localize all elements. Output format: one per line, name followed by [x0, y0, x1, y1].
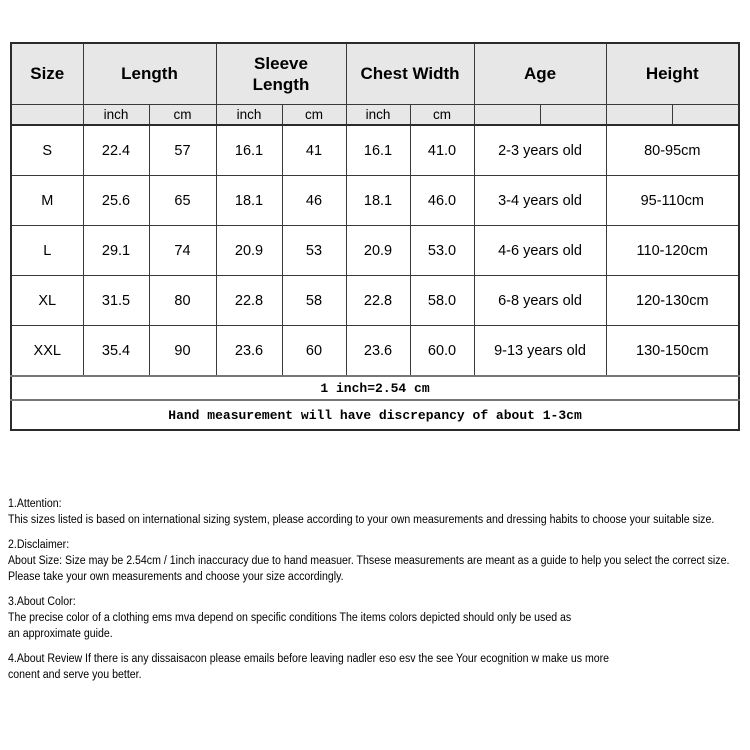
cell-length-cm: 74 [149, 226, 216, 276]
cell-length-cm: 57 [149, 125, 216, 176]
table-row-xl [11, 276, 739, 326]
note-about-color [8, 594, 744, 642]
unit-cell-sleeve-cm: cm [282, 105, 346, 126]
cell-age: 9-13 years old [474, 326, 606, 377]
footnote-conversion: 1 inch=2.54 cm [11, 376, 739, 400]
cell-sleeve-inch: 18.1 [216, 176, 282, 226]
cell-chest-inch: 18.1 [346, 176, 410, 226]
unit-cell-sleeve-inch: inch [216, 105, 282, 126]
table-row-s [11, 125, 739, 176]
unit-cell-chest-cm: cm [410, 105, 474, 126]
unit-cell-empty [606, 105, 672, 126]
cell-sleeve-cm: 53 [282, 226, 346, 276]
unit-cell-empty [540, 105, 606, 126]
note-text: Please take your own measurements and choose your size accordingly. [8, 571, 344, 583]
cell-sleeve-cm: 58 [282, 276, 346, 326]
cell-size: S [11, 125, 83, 176]
cell-age: 3-4 years old [474, 176, 606, 226]
unit-cell-empty [11, 105, 83, 126]
header-cell-height: Height [606, 43, 739, 105]
cell-length-cm: 80 [149, 276, 216, 326]
note-title: 3.About Color: [8, 596, 76, 608]
note-disclaimer [8, 537, 744, 585]
table-row-l [11, 226, 739, 276]
size-chart-table [10, 42, 740, 431]
cell-chest-cm: 58.0 [410, 276, 474, 326]
header-cell-length: Length [83, 43, 216, 105]
cell-height: 95-110cm [606, 176, 739, 226]
sleeve-length-label: Sleeve Length [252, 53, 310, 94]
note-attention [8, 496, 744, 528]
footnote-disclaimer: Hand measurement will have discrepancy of about 1-3cm [11, 400, 739, 430]
unit-cell-empty [474, 105, 540, 126]
note-text: an approximate guide. [8, 628, 113, 640]
cell-size: L [11, 226, 83, 276]
cell-size: XL [11, 276, 83, 326]
cell-sleeve-inch: 22.8 [216, 276, 282, 326]
cell-chest-cm: 41.0 [410, 125, 474, 176]
unit-cell-chest-inch: inch [346, 105, 410, 126]
footnote-conversion-row [11, 376, 739, 400]
cell-sleeve-cm: 60 [282, 326, 346, 377]
cell-age: 2-3 years old [474, 125, 606, 176]
cell-size: XXL [11, 326, 83, 377]
header-cell-size: Size [11, 43, 83, 105]
unit-cell-empty [672, 105, 739, 126]
size-chart-section [10, 42, 740, 431]
note-text: This sizes listed is based on international sizing system, please according to your own measurements and dressing habits to choose your suitable size. [8, 514, 715, 526]
cell-length-cm: 90 [149, 326, 216, 377]
cell-sleeve-inch: 16.1 [216, 125, 282, 176]
cell-age: 6-8 years old [474, 276, 606, 326]
unit-cell-length-inch: inch [83, 105, 149, 126]
cell-height: 120-130cm [606, 276, 739, 326]
cell-chest-cm: 53.0 [410, 226, 474, 276]
header-cell-chest-width: Chest Width [346, 43, 474, 105]
cell-age: 4-6 years old [474, 226, 606, 276]
unit-cell-length-cm: cm [149, 105, 216, 126]
cell-chest-inch: 22.8 [346, 276, 410, 326]
cell-length-inch: 31.5 [83, 276, 149, 326]
cell-length-inch: 35.4 [83, 326, 149, 377]
note-text: conent and serve you better. [8, 669, 142, 681]
cell-sleeve-inch: 23.6 [216, 326, 282, 377]
cell-length-cm: 65 [149, 176, 216, 226]
header-cell-sleeve-length [216, 43, 346, 105]
cell-chest-cm: 60.0 [410, 326, 474, 377]
note-text: The precise color of a clothing ems mva depend on specific conditions The items colors depicted should only be used as [8, 612, 572, 624]
cell-chest-inch: 20.9 [346, 226, 410, 276]
note-text: 4.About Review If there is any dissaisacon please emails before leaving nadler eso esv the see Your ecognition w make us more [8, 653, 610, 665]
header-cell-age: Age [474, 43, 606, 105]
table-units-row [11, 105, 739, 126]
cell-length-inch: 29.1 [83, 226, 149, 276]
table-row-m [11, 176, 739, 226]
note-title: 1.Attention: [8, 498, 62, 510]
note-about-review [8, 651, 744, 683]
cell-sleeve-cm: 46 [282, 176, 346, 226]
cell-height: 130-150cm [606, 326, 739, 377]
footnote-disclaimer-row [11, 400, 739, 430]
cell-sleeve-inch: 20.9 [216, 226, 282, 276]
table-row-xxl [11, 326, 739, 377]
cell-sleeve-cm: 41 [282, 125, 346, 176]
cell-height: 80-95cm [606, 125, 739, 176]
cell-length-inch: 25.6 [83, 176, 149, 226]
cell-chest-cm: 46.0 [410, 176, 474, 226]
cell-length-inch: 22.4 [83, 125, 149, 176]
cell-chest-inch: 16.1 [346, 125, 410, 176]
cell-size: M [11, 176, 83, 226]
cell-height: 110-120cm [606, 226, 739, 276]
cell-chest-inch: 23.6 [346, 326, 410, 377]
table-header-row [11, 43, 739, 105]
notes-section [8, 496, 744, 692]
note-title: 2.Disclaimer: [8, 539, 70, 551]
note-text: About Size: Size may be 2.54cm / 1inch inaccuracy due to hand measuer. Thsese measurements are meant as a guide to help you select the correct size. [8, 555, 730, 567]
